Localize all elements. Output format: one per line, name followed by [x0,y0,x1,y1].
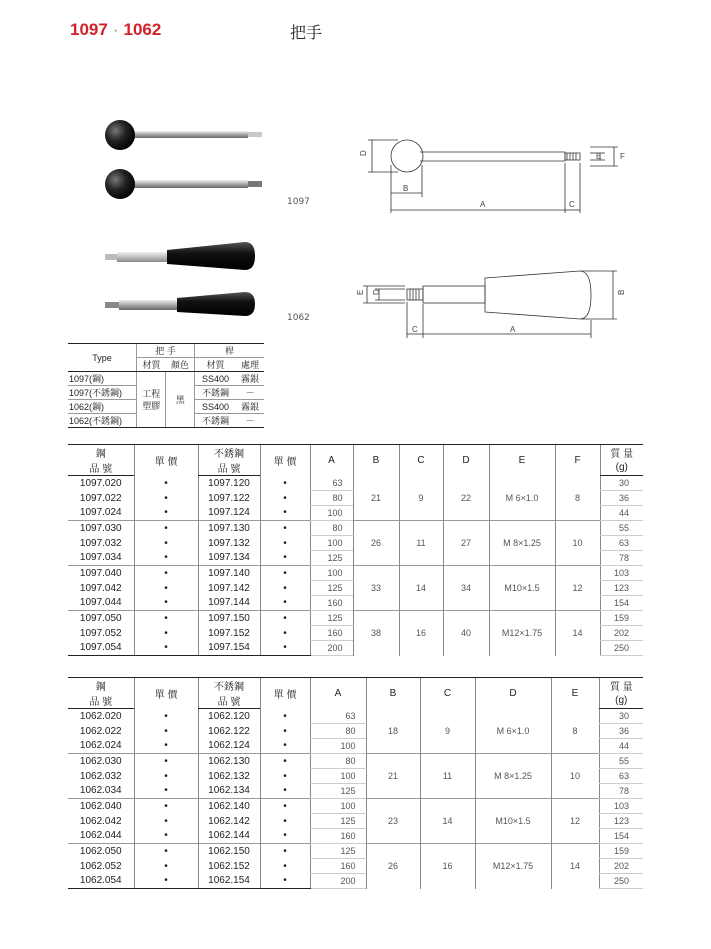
table-row [68,521,643,536]
price-stainless: • [260,506,310,521]
product-codes [70,20,161,40]
price-steel: • [134,626,198,641]
dim-A: 160 [310,596,353,611]
price-stainless: • [260,581,310,596]
weight: 63 [599,769,643,784]
handle-material-cell: 工程 塑膠 [137,372,166,428]
stainless-part-no: 1062.132 [198,769,260,784]
weight: 78 [599,784,643,799]
material-table [68,343,264,428]
price-stainless: • [260,874,310,889]
dim-A: 63 [310,476,353,491]
col-F: F [555,445,600,476]
dim-A: 100 [310,739,366,754]
spec-table-1097 [68,444,643,656]
dim-A: 100 [310,799,366,814]
treatment-cell: 霧銀 [236,400,264,414]
rod-material-cell: 不銹鋼 [195,414,236,428]
handle-color-cell: 黑 [166,372,195,428]
dim-label-D: D [372,289,381,295]
price-steel: • [134,566,198,581]
drawing-1097 [350,135,625,220]
steel-part-no: 1097.022 [79,492,122,504]
price-stainless: • [260,859,310,874]
figure-label-1097: 1097 [287,197,310,207]
stainless-part-no: 1062.140 [198,799,260,814]
dim-B: 21 [366,754,420,799]
stainless-part-no: 1097.140 [198,566,260,581]
col-price-steel: 單 價 [134,445,198,476]
price-stainless: • [260,844,310,859]
dim-A: 80 [310,491,353,506]
dim-label-A: A [510,325,516,334]
dim-B: 26 [353,521,399,566]
stainless-part-no: 1097.124 [198,506,260,521]
dim-A: 125 [310,844,366,859]
dim-A: 80 [310,521,353,536]
figure-label-1062: 1062 [287,313,310,323]
price-steel: • [134,799,198,814]
dim-C: 9 [420,709,475,754]
col-rod-material: 材質 [195,358,236,372]
steel-part-no: 1062.044 [79,830,122,842]
weight: 103 [599,799,643,814]
weight: 44 [599,739,643,754]
stainless-part-no: 1097.122 [198,491,260,506]
price-steel: • [134,859,198,874]
dim-B: 38 [353,611,399,656]
dim-C: 14 [420,799,475,844]
dim-A: 200 [310,874,366,889]
col-B: B [353,445,399,476]
stainless-part-no: 1062.134 [198,784,260,799]
stainless-part-no: 1097.132 [198,536,260,551]
stainless-part-no: 1097.120 [198,476,260,491]
price-stainless: • [260,784,310,799]
stainless-part-no: 1097.152 [198,626,260,641]
col-C: C [399,445,443,476]
dim-C: 11 [399,521,443,566]
price-steel: • [134,754,198,769]
table-row [68,844,643,859]
col-steel: 鋼 [68,445,134,461]
dim-E: 14 [551,844,599,889]
table-row [68,611,643,626]
weight: 123 [599,814,643,829]
steel-part-no: 1062.024 [79,740,122,752]
weight: 154 [599,829,643,844]
dim-C: 11 [420,754,475,799]
treatment-cell: － [236,414,264,428]
price-stainless: • [260,799,310,814]
dim-F: 10 [555,521,600,566]
price-stainless: • [260,769,310,784]
dim-A: 100 [310,506,353,521]
price-stainless: • [260,521,310,536]
col-weight: 質 量 [599,678,643,694]
price-steel: • [134,739,198,754]
steel-part-no: 1062.052 [79,860,122,872]
steel-part-no: 1097.034 [79,552,122,564]
price-stainless: • [260,709,310,724]
stainless-part-no: 1062.144 [198,829,260,844]
weight: 55 [599,754,643,769]
dim-label-C: C [412,325,418,334]
price-stainless: • [260,536,310,551]
dim-label-B: B [403,184,409,193]
weight: 63 [600,536,643,551]
col-weight-unit: (g) [600,460,643,476]
col-D: D [443,445,489,476]
stainless-part-no: 1062.130 [198,754,260,769]
type-cell: 1097(鋼) [68,372,137,386]
page-title: 把手 [290,23,323,42]
dim-label-C: C [569,200,575,209]
dim-label-D: D [359,150,368,156]
price-steel: • [134,521,198,536]
weight: 250 [600,641,643,656]
dim-B: 18 [366,709,420,754]
price-stainless: • [260,641,310,656]
steel-part-no: 1062.020 [79,710,122,722]
col-A: A [310,445,353,476]
weight: 30 [599,709,643,724]
table-row [68,799,643,814]
stainless-part-no: 1097.142 [198,581,260,596]
weight: 202 [599,859,643,874]
steel-part-no: 1062.034 [79,785,122,797]
price-steel: • [134,596,198,611]
dim-A: 100 [310,769,366,784]
dim-label-B: B [617,289,626,295]
drawing-1062 [355,268,625,343]
dim-A: 100 [310,536,353,551]
col-stainless: 不銹鋼 [198,445,260,461]
col-steel: 鋼 [68,678,134,694]
rod-material-cell: SS400 [195,372,236,386]
weight: 36 [600,491,643,506]
price-steel: • [134,551,198,566]
rod-material-cell: SS400 [195,400,236,414]
price-steel: • [134,784,198,799]
steel-part-no: 1097.040 [68,566,134,581]
weight: 103 [600,566,643,581]
dim-E: 12 [551,799,599,844]
col-price-steel: 單 價 [134,678,198,709]
stainless-part-no: 1097.134 [198,551,260,566]
dim-D: M12×1.75 [475,844,551,889]
table-row [68,754,643,769]
weight: 123 [600,581,643,596]
col-part-no: 品 號 [68,693,134,709]
weight: 250 [599,874,643,889]
price-steel: • [134,641,198,656]
stainless-part-no: 1062.124 [198,739,260,754]
price-steel: • [134,536,198,551]
dim-E: M 8×1.25 [489,521,555,566]
type-cell: 1062(不銹鋼) [68,414,137,428]
treatment-cell: 霧銀 [236,372,264,386]
price-stainless: • [260,551,310,566]
price-steel: • [134,844,198,859]
weight: 202 [600,626,643,641]
col-price-stainless: 單 價 [260,445,310,476]
dim-A: 125 [310,784,366,799]
dim-C: 16 [399,611,443,656]
dim-F: 12 [555,566,600,611]
price-steel: • [134,491,198,506]
col-part-no: 品 號 [68,460,134,476]
dim-D: 40 [443,611,489,656]
stainless-part-no: 1097.144 [198,596,260,611]
col-type: Type [68,344,137,372]
col-weight: 質 量 [600,445,643,461]
steel-part-no: 1097.024 [79,507,122,519]
col-E: E [551,678,599,709]
price-stainless: • [260,611,310,626]
dim-A: 125 [310,814,366,829]
dim-D: M10×1.5 [475,799,551,844]
dim-E: 10 [551,754,599,799]
weight: 154 [600,596,643,611]
col-weight-unit: (g) [599,693,643,709]
weight: 55 [600,521,643,536]
dim-C: 9 [399,476,443,521]
steel-part-no: 1097.044 [79,597,122,609]
col-price-stainless: 單 價 [260,678,310,709]
dim-D: 22 [443,476,489,521]
price-steel: • [134,611,198,626]
product-code-1097: 1097 [70,20,108,39]
price-steel: • [134,709,198,724]
stainless-part-no: 1062.120 [198,709,260,724]
col-stainless: 不銹鋼 [198,678,260,694]
price-stainless: • [260,596,310,611]
dim-A: 80 [310,754,366,769]
steel-part-no: 1062.042 [79,815,122,827]
dim-F: 14 [555,611,600,656]
steel-part-no: 1097.050 [68,611,134,626]
dim-D: 34 [443,566,489,611]
stainless-part-no: 1097.150 [198,611,260,626]
dim-B: 26 [366,844,420,889]
price-steel: • [134,829,198,844]
col-handle-color: 顏色 [166,358,195,372]
price-stainless: • [260,829,310,844]
dim-A: 100 [310,566,353,581]
price-steel: • [134,814,198,829]
stainless-part-no: 1097.130 [198,521,260,536]
dim-E: M10×1.5 [489,566,555,611]
dim-A: 160 [310,626,353,641]
dim-A: 80 [310,724,366,739]
steel-part-no: 1062.050 [68,844,134,859]
steel-part-no: 1097.052 [79,627,122,639]
weight: 36 [599,724,643,739]
dim-D: M 8×1.25 [475,754,551,799]
dim-A: 125 [310,581,353,596]
rod-material-cell: 不銹鋼 [195,386,236,400]
weight: 159 [600,611,643,626]
code-separator: · [112,20,119,39]
col-B: B [366,678,420,709]
table-row [68,709,643,724]
stainless-part-no: 1062.150 [198,844,260,859]
dim-A: 125 [310,551,353,566]
dim-C: 14 [399,566,443,611]
col-handle-material: 材質 [137,358,166,372]
stainless-part-no: 1097.154 [198,641,260,656]
dim-A: 63 [310,709,366,724]
col-C: C [420,678,475,709]
price-steel: • [134,874,198,889]
steel-part-no: 1097.042 [79,582,122,594]
weight: 44 [600,506,643,521]
spec-table-1062 [68,677,643,889]
dim-E: M 6×1.0 [489,476,555,521]
steel-part-no: 1097.020 [79,477,122,489]
price-stainless: • [260,566,310,581]
dim-B: 21 [353,476,399,521]
dim-B: 33 [353,566,399,611]
col-A: A [310,678,366,709]
treatment-cell: － [236,386,264,400]
price-steel: • [134,724,198,739]
stainless-part-no: 1062.142 [198,814,260,829]
dim-label-E: E [596,152,602,161]
steel-part-no: 1062.032 [79,770,122,782]
dim-A: 160 [310,829,366,844]
steel-part-no: 1097.032 [79,537,122,549]
dim-F: 8 [555,476,600,521]
table-row [68,566,643,581]
price-stainless: • [260,724,310,739]
type-cell: 1097(不銹鋼) [68,386,137,400]
dim-label-E: E [356,289,365,295]
dim-D: M 6×1.0 [475,709,551,754]
col-E: E [489,445,555,476]
price-steel: • [134,581,198,596]
dim-D: 27 [443,521,489,566]
price-stainless: • [260,491,310,506]
col-part-no-stainless: 品 號 [198,693,260,709]
photo-1097 [100,115,270,210]
steel-part-no: 1062.054 [68,874,134,889]
weight: 30 [600,476,643,491]
weight: 78 [600,551,643,566]
steel-part-no: 1062.030 [68,754,134,769]
steel-part-no: 1062.040 [68,799,134,814]
steel-part-no: 1097.030 [68,521,134,536]
type-cell: 1062(鋼) [68,400,137,414]
photo-1062 [105,240,265,320]
dim-label-A: A [480,200,486,209]
price-steel: • [134,476,198,491]
col-part-no-stainless: 品 號 [198,460,260,476]
price-steel: • [134,769,198,784]
dim-A: 125 [310,611,353,626]
price-steel: • [134,506,198,521]
price-stainless: • [260,739,310,754]
col-handle: 把 手 [137,344,195,358]
col-treatment: 處理 [236,358,264,372]
weight: 159 [599,844,643,859]
dim-E: M12×1.75 [489,611,555,656]
col-D: D [475,678,551,709]
dim-C: 16 [420,844,475,889]
dim-B: 23 [366,799,420,844]
stainless-part-no: 1062.122 [198,724,260,739]
steel-part-no: 1097.054 [68,641,134,656]
dim-A: 160 [310,859,366,874]
dim-label-F: F [620,152,625,161]
price-stainless: • [260,814,310,829]
price-stainless: • [260,626,310,641]
dim-A: 200 [310,641,353,656]
price-stainless: • [260,476,310,491]
product-code-1062: 1062 [123,20,162,39]
dim-E: 8 [551,709,599,754]
steel-part-no: 1062.022 [79,725,122,737]
col-rod: 桿 [195,344,264,358]
stainless-part-no: 1062.152 [198,859,260,874]
table-row [68,476,643,491]
stainless-part-no: 1062.154 [198,874,260,889]
price-stainless: • [260,754,310,769]
